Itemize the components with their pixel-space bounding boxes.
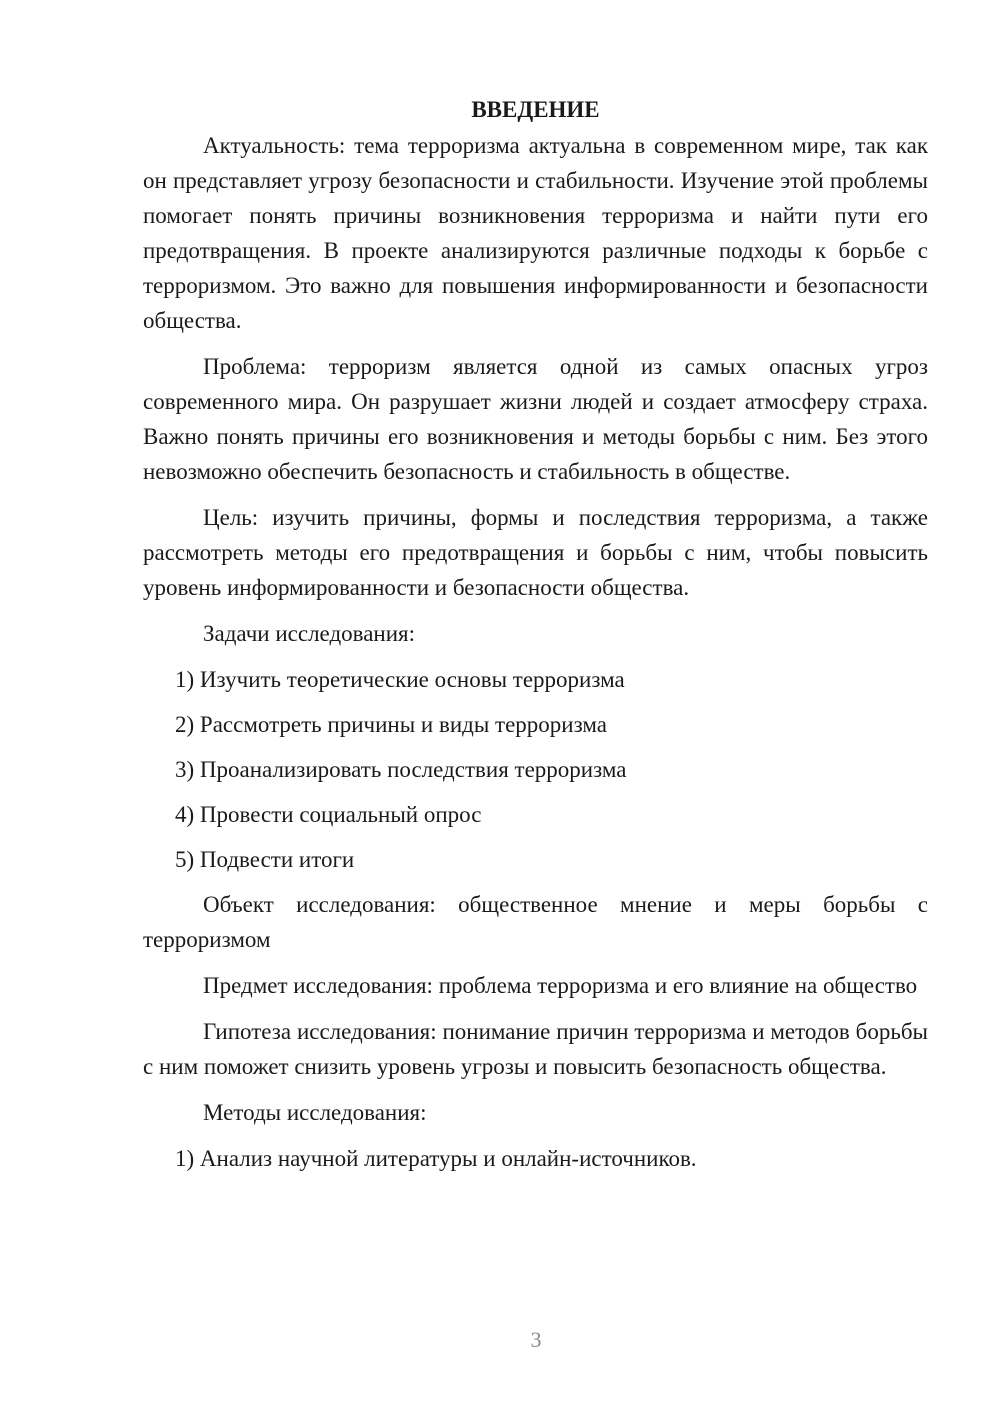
document-page xyxy=(143,92,928,1186)
method-list-item: 1) Анализ научной литературы и онлайн-источников. xyxy=(175,1146,697,1171)
paragraph-goal: Цель: изучить причины, формы и последствия терроризма, а также рассмотреть методы его предотвращения и борьбы с ним, чтобы повысить уровень информированности и безопасности общества. xyxy=(143,505,928,600)
methods-heading: Методы исследования: xyxy=(203,1100,427,1125)
task-list-item: 1) Изучить теоретические основы терроризма xyxy=(175,667,625,692)
paragraph-problem: Проблема: терроризм является одной из самых опасных угроз современного мира. Он разрушает жизни людей и создает атмосферу страха. Важно понять причины его возникновения и методы борьбы с ним. Без этого невозможно обеспечить безопасность и стабильность в обществе. xyxy=(143,354,928,484)
task-list-item: 5) Подвести итоги xyxy=(175,847,355,872)
page-number: 3 xyxy=(530,1327,542,1352)
paragraph-hypothesis: Гипотеза исследования: понимание причин терроризма и методов борьбы с ним поможет снизить уровень угрозы и повысить безопасность общества. xyxy=(143,1019,928,1079)
paragraph-object: Объект исследования: общественное мнение и меры борьбы с терроризмом xyxy=(143,892,928,952)
task-list-item: 4) Провести социальный опрос xyxy=(175,802,482,827)
page-title: ВВЕДЕНИЕ xyxy=(471,97,600,122)
tasks-heading: Задачи исследования: xyxy=(203,621,416,646)
task-list-item: 3) Проанализировать последствия терроризма xyxy=(175,757,627,782)
task-list-item: 2) Рассмотреть причины и виды терроризма xyxy=(175,712,607,737)
paragraph-relevance: Актуальность: тема терроризма актуальна в современном мире, так как он представляет угрозу безопасности и стабильности. Изучение этой проблемы помогает понять причины возникновения терроризма и найти пути его предотвращения. В проекте анализируются различные подходы к борьбе с терроризмом. Это важно для повышения информированности и безопасности общества. xyxy=(143,133,928,333)
paragraph-subject: Предмет исследования: проблема терроризма и его влияние на общество xyxy=(203,973,918,998)
